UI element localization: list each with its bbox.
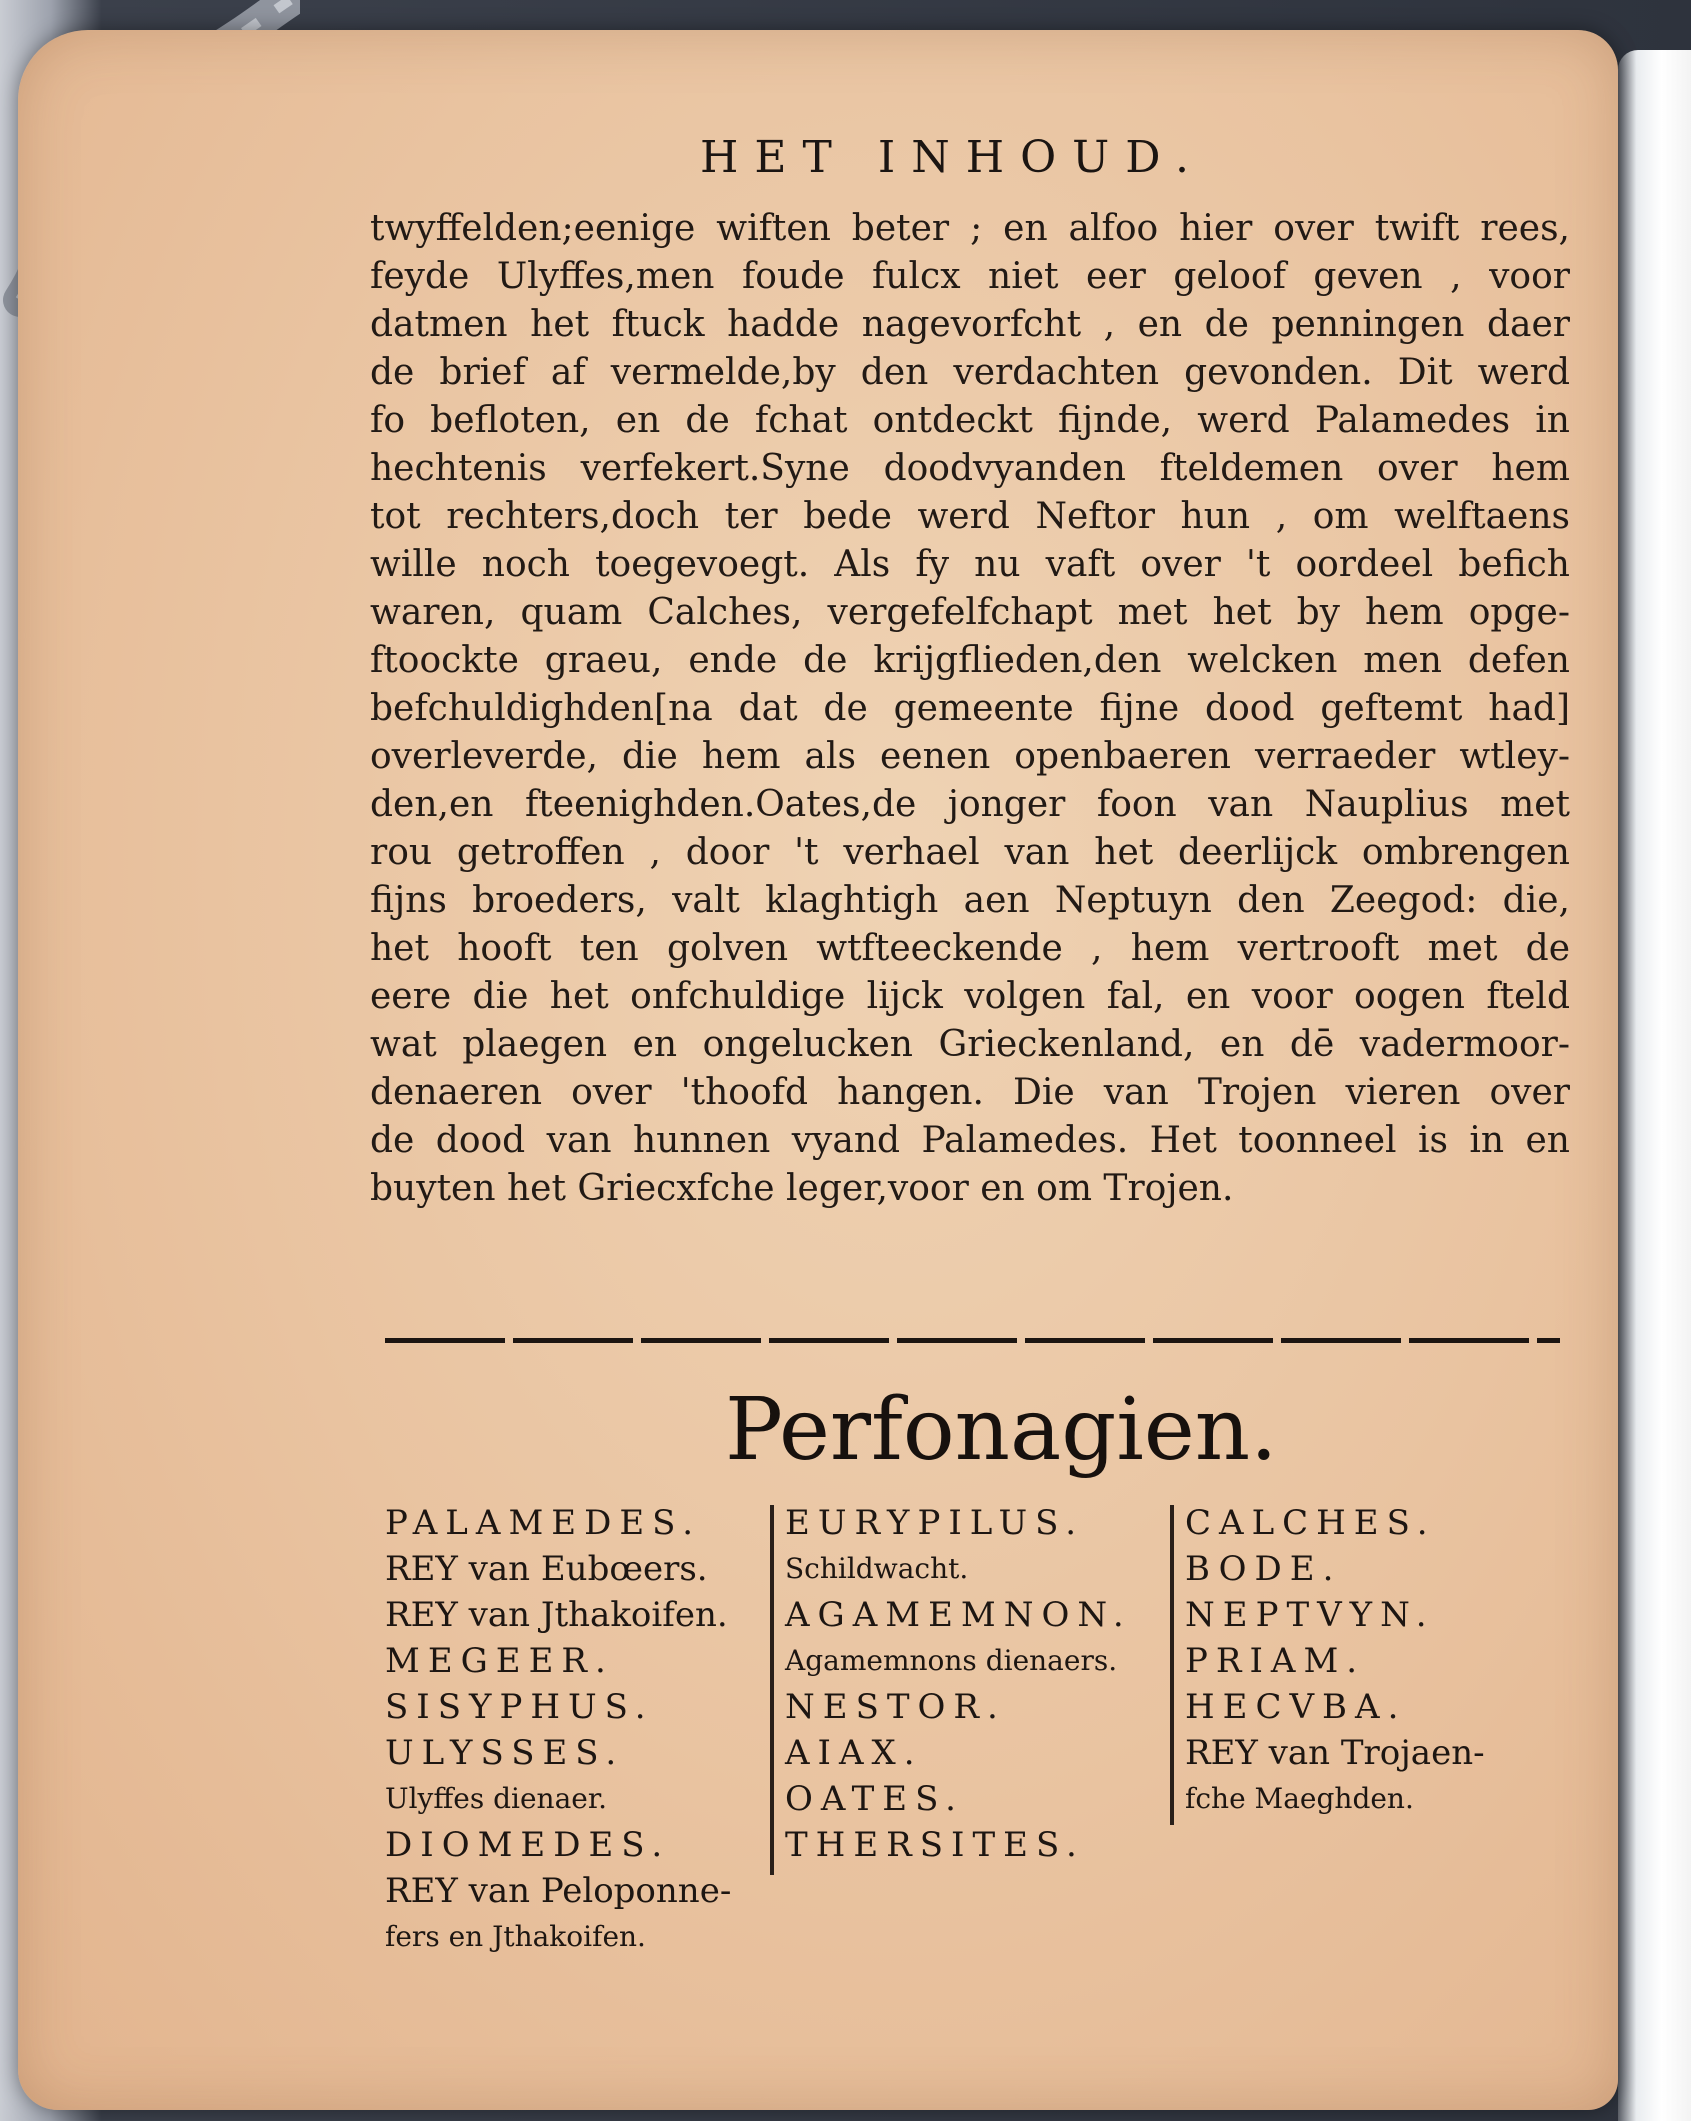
cast-entry: SISYPHUS. — [385, 1687, 654, 1727]
cast-entry: NESTOR. — [785, 1687, 1006, 1727]
text-line: hechtenis verfekert.Syne doodvyanden fteldemen over hem — [370, 448, 1570, 489]
cast-entry: DIOMEDES. — [385, 1825, 671, 1865]
cast-entry: Schildwacht. — [785, 1552, 969, 1585]
column-divider — [770, 1505, 774, 1875]
text-line: overleverde, die hem als eenen openbaeren verraeder wtley- — [370, 736, 1570, 777]
text-line: feyde Ulyffes,men foude fulcx niet eer geloof geven , voor — [370, 256, 1570, 297]
cast-column-3 — [1185, 1500, 1485, 1822]
cast-entry: REY van Trojaen- — [1185, 1733, 1485, 1773]
cast-entry: Agamemnons dienaers. — [785, 1644, 1118, 1677]
cast-entry: PRIAM. — [1185, 1641, 1366, 1681]
column-divider — [1170, 1505, 1174, 1825]
text-line: rou getroffen , door 't verhael van het deerlijck ombrengen — [370, 832, 1570, 873]
cast-entry: THERSITES. — [785, 1825, 1085, 1865]
cast-entry: fers en Jthakoifen. — [385, 1920, 646, 1953]
cast-entry: HECVBA. — [1185, 1687, 1407, 1727]
section-divider — [385, 1338, 1560, 1343]
cast-entry: PALAMEDES. — [385, 1503, 702, 1543]
cast-column-1 — [385, 1500, 731, 1960]
text-line: wille noch toegevoegt. Als fy nu vaft over 't oordeel befich — [370, 544, 1570, 585]
text-line: buyten het Griecxfche leger,voor en om Trojen. — [370, 1168, 1234, 1209]
text-line: befchuldighden[na dat de gemeente fijne dood geftemt had] — [370, 688, 1570, 729]
text-line: de brief af vermelde,by den verdachten gevonden. Dit werd — [370, 352, 1570, 393]
text-line: waren, quam Calches, vergefelfchapt met het by hem opge- — [370, 592, 1570, 633]
cast-entry: CALCHES. — [1185, 1503, 1436, 1543]
cast-entry: REY van Jthakoifen. — [385, 1595, 728, 1635]
cast-title: Perfonagien. — [725, 1380, 1278, 1480]
cast-entry: REY van Eubœers. — [385, 1549, 708, 1589]
cast-entry: AGAMEMNON. — [785, 1595, 1132, 1635]
cast-entry: fche Maeghden. — [1185, 1782, 1414, 1815]
text-line: datmen het ftuck hadde nagevorfcht , en de penningen daer — [370, 304, 1570, 345]
cast-entry: REY van Peloponne- — [385, 1871, 732, 1911]
next-page-edge — [1618, 50, 1691, 2121]
cast-entry: MEGEER. — [385, 1641, 614, 1681]
cast-entry: Ulyffes dienaer. — [385, 1782, 608, 1815]
synopsis-text — [370, 205, 1570, 1213]
cast-entry: OATES. — [785, 1779, 964, 1819]
cast-entry: AIAX. — [785, 1733, 923, 1773]
text-line: twyffelden;eenige wiften beter ; en alfoo hier over twift rees, — [370, 208, 1570, 249]
text-line: wat plaegen en ongelucken Grieckenland, en dē vadermoor- — [370, 1024, 1570, 1065]
text-line: eere die het onfchuldige lijck volgen fal, en voor oogen fteld — [370, 976, 1570, 1017]
text-line: ftoockte graeu, ende de krijgflieden,den welcken men defen — [370, 640, 1570, 681]
text-line: de dood van hunnen vyand Palamedes. Het toonneel is in en — [370, 1120, 1570, 1161]
cast-entry: BODE. — [1185, 1549, 1342, 1589]
text-line: het hooft ten golven wtfteeckende , hem vertrooft met de — [370, 928, 1570, 969]
cast-entry: NEPTVYN. — [1185, 1595, 1435, 1635]
text-line: fo befloten, en de fchat ontdeckt fijnde, werd Palamedes in — [370, 400, 1570, 441]
text-line: fijns broeders, valt klaghtigh aen Neptuyn den Zeegod: die, — [370, 880, 1570, 921]
text-line: denaeren over 'thoofd hangen. Die van Trojen vieren over — [370, 1072, 1570, 1113]
cast-column-2 — [785, 1500, 1132, 1868]
cast-entry: ULYSSES. — [385, 1733, 625, 1773]
text-line: den,en fteenighden.Oates,de jonger foon van Nauplius met — [370, 784, 1570, 825]
page-header: HET INHOUD. — [700, 132, 1205, 183]
text-line: tot rechters,doch ter bede werd Neftor hun , om welftaens — [370, 496, 1570, 537]
cast-entry: EURYPILUS. — [785, 1503, 1085, 1543]
